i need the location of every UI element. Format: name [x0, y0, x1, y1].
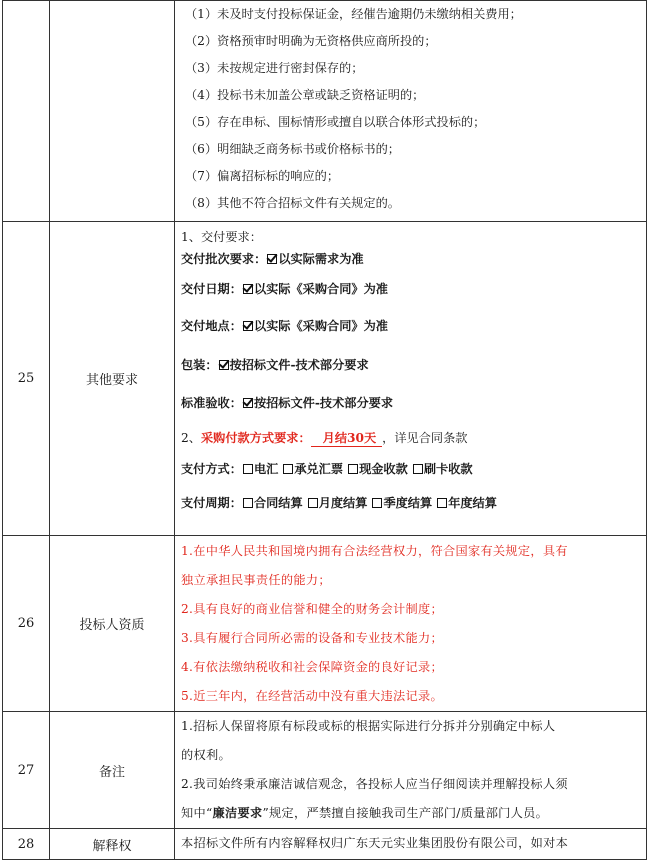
row-28-content: [175, 829, 647, 860]
payment-value: 月结30天: [311, 429, 383, 447]
payment-prefix: 2、: [181, 431, 201, 445]
qualification-1b: 独立承担民事责任的能力；: [181, 573, 331, 587]
row-27-category: 备注: [50, 712, 175, 829]
note-2b: [181, 799, 640, 828]
row-26-category: 投标人资质: [50, 536, 175, 712]
row-28-num: 28: [3, 829, 50, 860]
payment-cycle-option[interactable]: [307, 496, 368, 510]
acceptance: [181, 394, 646, 429]
qualification-5: 5.近三年内，在经营活动中没有重大违法记录。: [181, 689, 443, 703]
disqualification-item: （1）未及时支付投标保证金，经催告逾期仍未缴纳相关费用；: [185, 7, 522, 21]
checkbox-icon[interactable]: [283, 464, 293, 474]
row-25-num: 25: [3, 222, 50, 536]
payment-cycle-option-label: 季度结算: [383, 496, 433, 510]
delivery-batch-label: 交付批次要求：: [181, 252, 267, 266]
payment-methods-label: 支付方式：: [181, 462, 242, 476]
note-1b: 的权利。: [181, 748, 231, 762]
payment-requirement: [181, 429, 646, 460]
delivery-batch: [181, 250, 646, 280]
delivery-place-value: 以实际《采购合同》为准: [253, 319, 388, 333]
delivery-date: [181, 280, 646, 317]
disqualification-list: [175, 1, 646, 221]
row-28: [3, 829, 647, 860]
note-2b-post: ”规定，严禁擅自接触我司生产部门/质量部门人员。: [262, 806, 549, 820]
row-27-num: 27: [3, 712, 50, 829]
checkbox-icon[interactable]: [348, 464, 358, 474]
row-24: [3, 1, 647, 222]
payment-cycle-option-label: 年度结算: [448, 496, 497, 510]
payment-cycle-option[interactable]: [436, 496, 497, 510]
note-2b-pre: 知中“: [181, 806, 213, 820]
row-26-num: 26: [3, 536, 50, 712]
note-2a: 2.我司始终秉承廉洁诚信观念，各投标人应当仔细阅读并理解投标人须: [181, 777, 568, 791]
interpretation-text: 本招标文件所有内容解释权归广东天元实业集团股份有限公司，如对本: [181, 836, 569, 850]
payment-cycle-option-label: 月度结算: [318, 496, 368, 510]
checkbox-icon[interactable]: [243, 498, 253, 508]
checkbox-icon[interactable]: [308, 498, 318, 508]
acceptance-value: 按招标文件-技术部分要求: [253, 396, 394, 410]
disqualification-item: （2）资格预审时明确为无资格供应商所投的；: [185, 34, 437, 48]
payment-cycle-option[interactable]: [371, 496, 432, 510]
delivery-place-label: 交付地点：: [181, 319, 242, 333]
payment-cycle-option[interactable]: [242, 496, 303, 510]
note-1a: 1.招标人保留将原有标段或标的根据实际进行分拆并分别确定中标人: [181, 719, 556, 733]
checkbox-checked-icon[interactable]: [219, 360, 229, 370]
packaging-value: 按招标文件-技术部分要求: [229, 358, 369, 372]
payment-suffix: ，详见合同条款: [382, 431, 468, 445]
payment-methods: [181, 460, 646, 494]
disqualification-item: （5）存在串标、围标情形或擅自以联合体形式投标的；: [185, 115, 486, 129]
row-24-content: [175, 1, 647, 222]
row-27: [3, 712, 647, 829]
qualification-1a: 1.在中华人民共和国境内拥有合法经营权力，符合国家有关规定，具有: [181, 544, 568, 558]
row-27-content: [175, 712, 647, 829]
delivery-date-label: 交付日期：: [181, 282, 242, 296]
packaging: [181, 356, 646, 394]
row-26-content: [175, 536, 647, 712]
payment-method-option-label: 承兑汇票: [294, 462, 344, 476]
payment-method-option[interactable]: [412, 462, 473, 476]
payment-method-option[interactable]: [242, 462, 278, 476]
note-2b-bold: 廉洁要求: [212, 806, 263, 820]
disqualification-item: （8）其他不符合招标文件有关规定的。: [185, 196, 400, 210]
row-24-category: [50, 1, 175, 222]
row-26: [3, 536, 647, 712]
payment-method-option-label: 电汇: [253, 462, 279, 476]
payment-cycles: [181, 494, 646, 520]
qualification-4: 4.有依法缴纳税收和社会保障资金的良好记录；: [181, 660, 443, 674]
disqualification-item: （3）未按规定进行密封保存的；: [185, 61, 364, 75]
row-25-content: [175, 222, 647, 536]
payment-cycle-option-label: 合同结算: [253, 496, 303, 510]
checkbox-checked-icon[interactable]: [267, 254, 277, 264]
disqualification-item: （7）偏离招标标的响应的；: [185, 169, 340, 183]
packaging-label: 包装：: [181, 358, 218, 372]
delivery-date-value: 以实际《采购合同》为准: [253, 282, 388, 296]
checkbox-icon[interactable]: [372, 498, 382, 508]
row-25-category: 其他要求: [50, 222, 175, 536]
checkbox-checked-icon[interactable]: [243, 321, 253, 331]
delivery-place: [181, 317, 646, 356]
row-25: [3, 222, 647, 536]
acceptance-label: 标准验收：: [181, 396, 242, 410]
payment-method-option-label: 刷卡收款: [423, 462, 473, 476]
checkbox-icon[interactable]: [437, 498, 447, 508]
checkbox-checked-icon[interactable]: [243, 284, 253, 294]
checkbox-icon[interactable]: [243, 464, 253, 474]
disqualification-item: （4）投标书未加盖公章或缺乏资格证明的；: [185, 88, 425, 102]
payment-method-option-label: 现金收款: [359, 462, 408, 476]
payment-method-option[interactable]: [347, 462, 408, 476]
delivery-batch-value: 以实际需求为准: [278, 252, 364, 266]
checkbox-checked-icon[interactable]: [243, 398, 253, 408]
qualification-2: 2.具有良好的商业信誉和健全的财务会计制度；: [181, 602, 443, 616]
disqualification-item: （6）明细缺乏商务标书或价格标书的；: [185, 142, 400, 156]
checkbox-icon[interactable]: [413, 464, 423, 474]
row-24-num: [3, 1, 50, 222]
payment-label: 采购付款方式要求：: [200, 431, 311, 445]
delivery-heading: 1、交付要求：: [181, 230, 262, 244]
payment-cycles-label: 支付周期：: [181, 496, 242, 510]
payment-method-option[interactable]: [282, 462, 343, 476]
qualification-3: 3.具有履行合同所必需的设备和专业技术能力；: [181, 631, 443, 645]
row-28-category: 解释权: [50, 829, 175, 860]
tender-requirements-table: [2, 0, 647, 860]
